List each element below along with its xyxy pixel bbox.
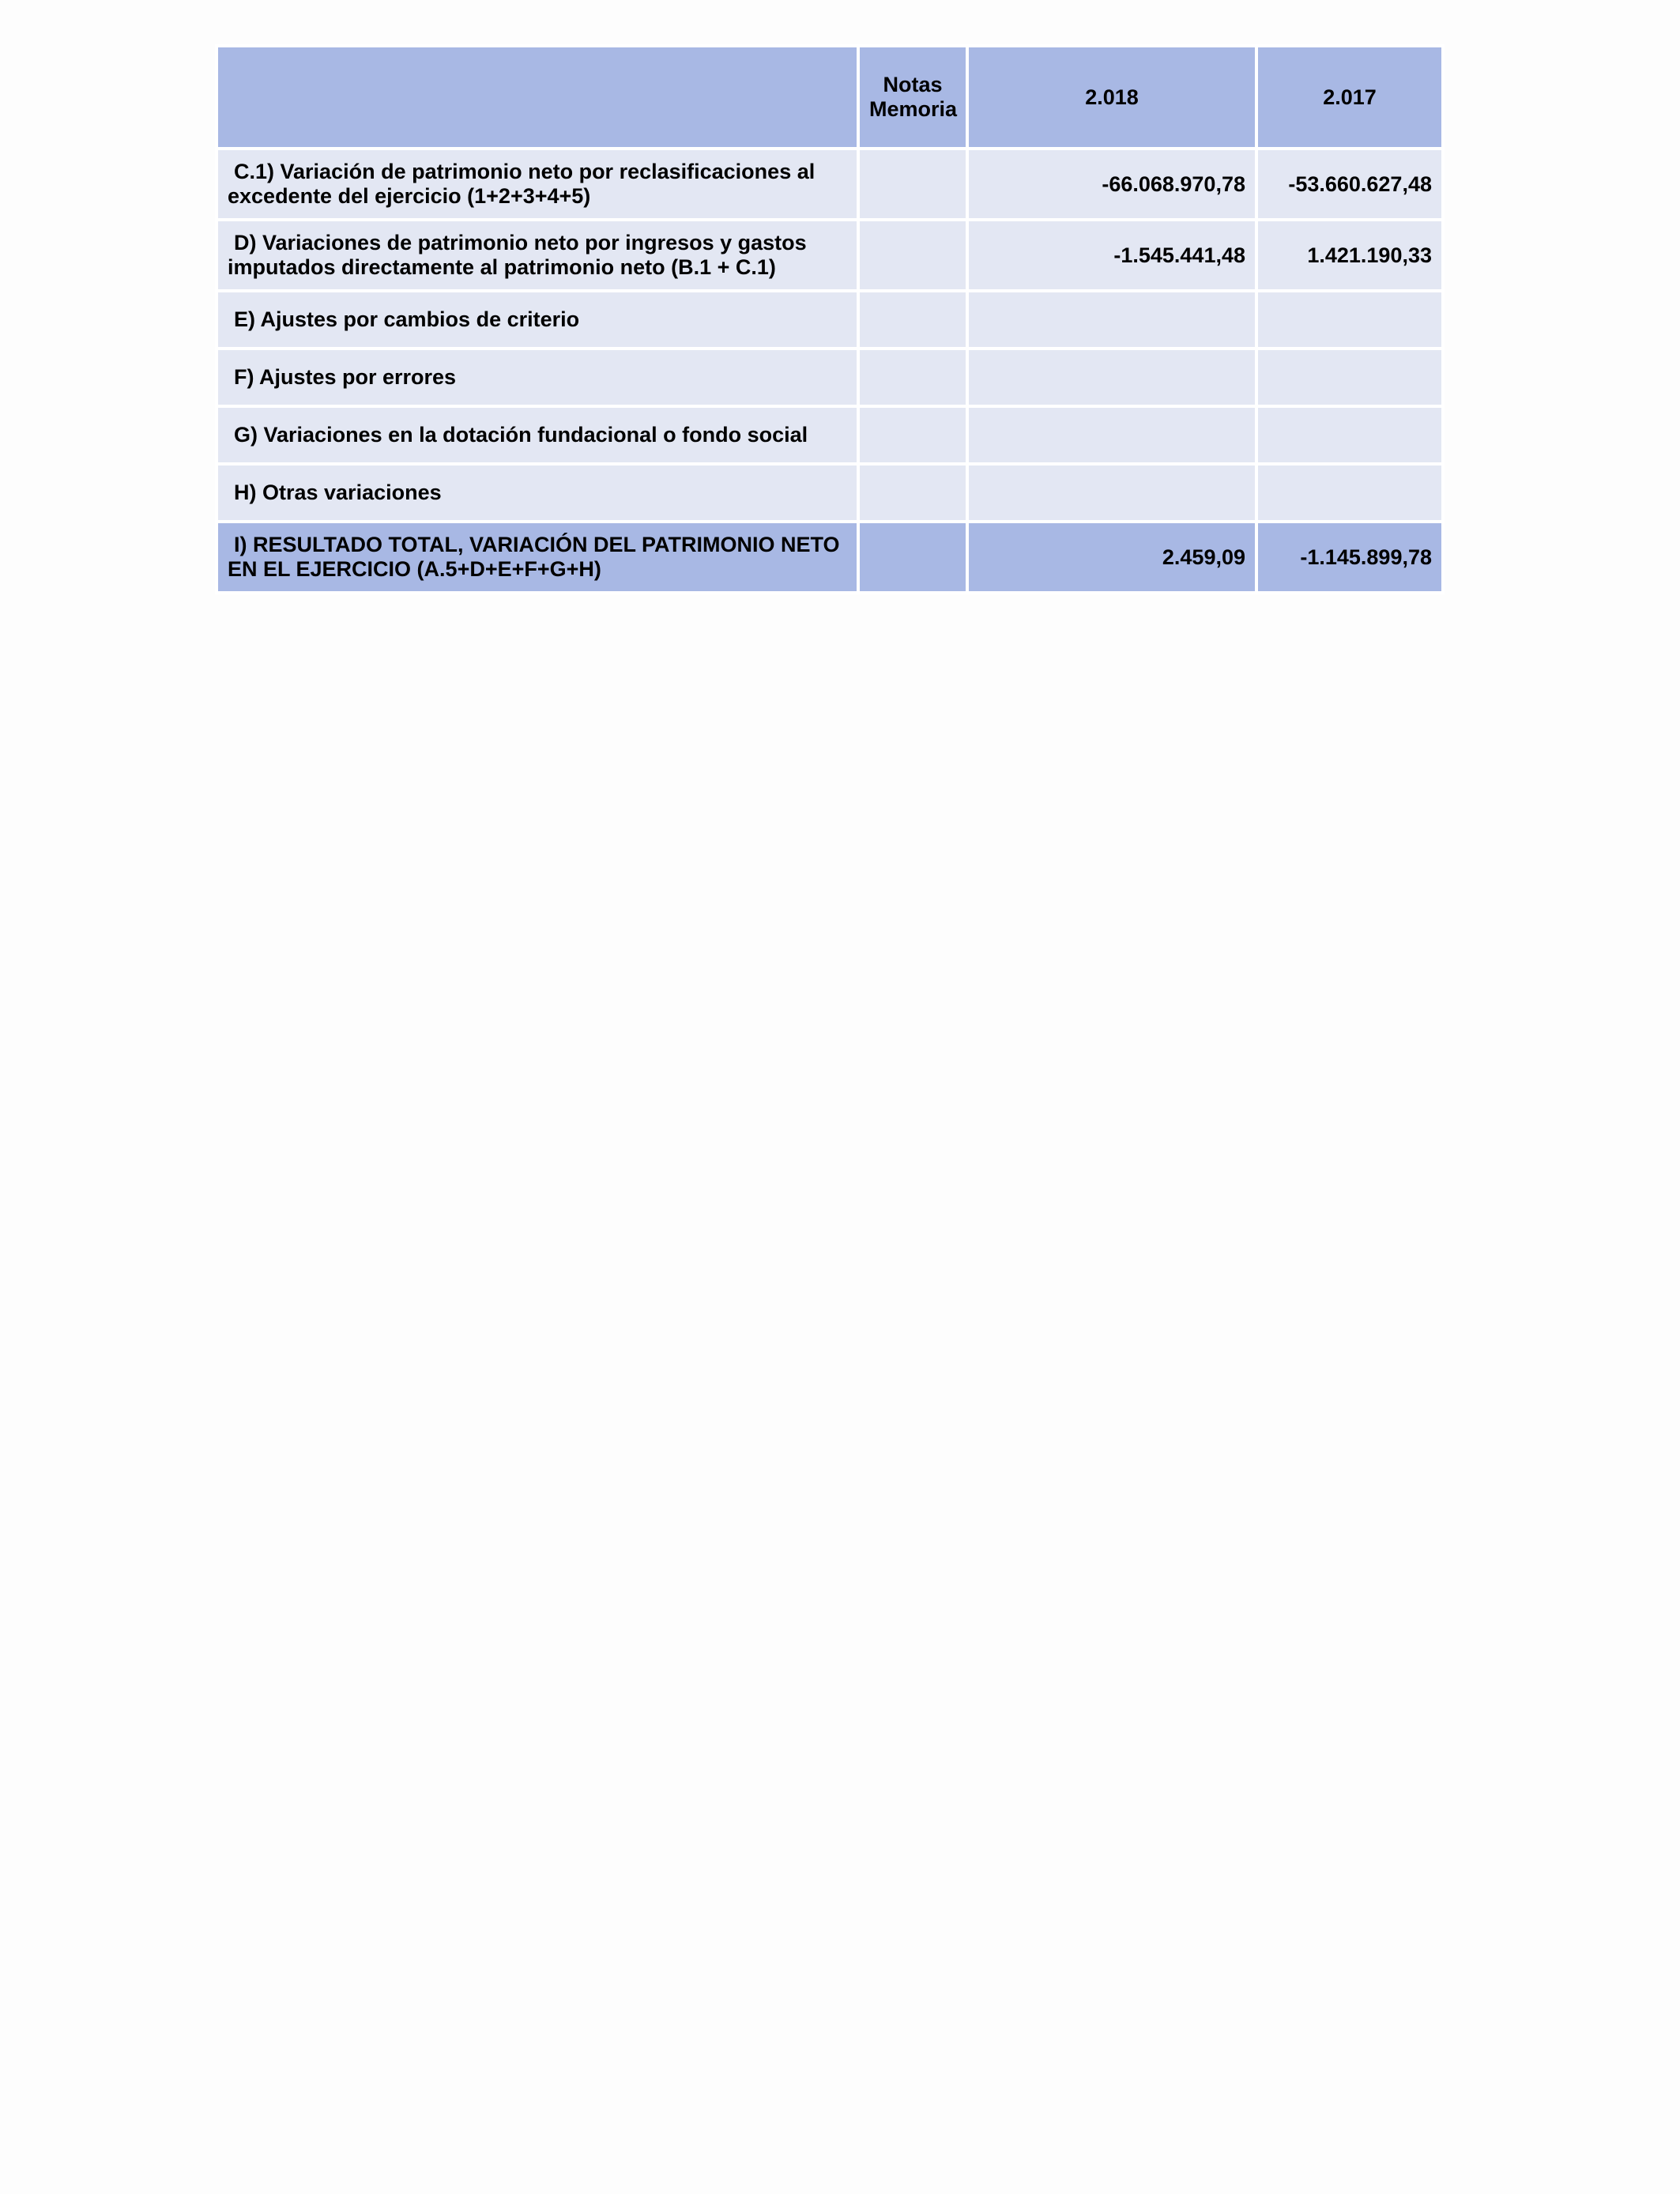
row-concept-cell xyxy=(217,149,858,220)
table-row xyxy=(217,406,1443,464)
row-concept-line2: imputados directamente al patrimonio neto (B.1 + C.1) xyxy=(228,255,776,279)
row-value-2017: 1.421.190,33 xyxy=(1256,220,1443,291)
row-concept-line1: D) Variaciones de patrimonio neto por ingresos y gastos xyxy=(234,231,807,254)
table-row xyxy=(217,149,1443,220)
table-header-row xyxy=(217,46,1443,149)
header-year-2017: 2.017 xyxy=(1256,46,1443,149)
row-value-2018: -66.068.970,78 xyxy=(967,149,1256,220)
row-notes-cell xyxy=(858,291,967,349)
header-year-2018: 2.018 xyxy=(967,46,1256,149)
header-notes-cell xyxy=(858,46,967,149)
row-concept-line2: excedente del ejercicio (1+2+3+4+5) xyxy=(228,184,591,208)
table-row xyxy=(217,291,1443,349)
total-concept-line1: I) RESULTADO TOTAL, VARIACIÓN DEL PATRIMONIO NETO xyxy=(234,533,840,556)
row-concept-cell xyxy=(217,406,858,464)
row-concept-line1: G) Variaciones en la dotación fundacional o fondo social xyxy=(234,423,808,447)
report-sheet xyxy=(215,44,1441,594)
row-value-2017 xyxy=(1256,291,1443,349)
total-concept-line2: EN EL EJERCICIO (A.5+D+E+F+G+H) xyxy=(228,557,601,581)
equity-changes-table xyxy=(215,44,1445,594)
row-concept-line1: E) Ajustes por cambios de criterio xyxy=(234,307,580,331)
table-total-row xyxy=(217,522,1443,593)
row-notes-cell xyxy=(858,464,967,522)
header-concept-cell xyxy=(217,46,858,149)
row-notes-cell xyxy=(858,406,967,464)
header-notes-line1: Notas xyxy=(883,73,943,96)
row-concept-line1: C.1) Variación de patrimonio neto por reclasificaciones al xyxy=(234,160,816,183)
row-value-2017 xyxy=(1256,406,1443,464)
row-concept-cell xyxy=(217,291,858,349)
total-notes-cell xyxy=(858,522,967,593)
header-notes-line2: Memoria xyxy=(869,97,958,121)
total-value-2017: -1.145.899,78 xyxy=(1256,522,1443,593)
row-concept-line1: F) Ajustes por errores xyxy=(234,365,457,389)
total-concept-cell xyxy=(217,522,858,593)
row-concept-cell xyxy=(217,220,858,291)
table-row xyxy=(217,349,1443,406)
row-value-2018 xyxy=(967,349,1256,406)
row-value-2017 xyxy=(1256,464,1443,522)
row-notes-cell xyxy=(858,349,967,406)
total-value-2018: 2.459,09 xyxy=(967,522,1256,593)
row-value-2018: -1.545.441,48 xyxy=(967,220,1256,291)
row-value-2018 xyxy=(967,291,1256,349)
table-row xyxy=(217,220,1443,291)
row-value-2017: -53.660.627,48 xyxy=(1256,149,1443,220)
row-notes-cell xyxy=(858,220,967,291)
row-value-2017 xyxy=(1256,349,1443,406)
row-concept-line1: H) Otras variaciones xyxy=(234,481,442,504)
row-value-2018 xyxy=(967,464,1256,522)
row-value-2018 xyxy=(967,406,1256,464)
row-concept-cell xyxy=(217,464,858,522)
row-notes-cell xyxy=(858,149,967,220)
table-row xyxy=(217,464,1443,522)
row-concept-cell xyxy=(217,349,858,406)
